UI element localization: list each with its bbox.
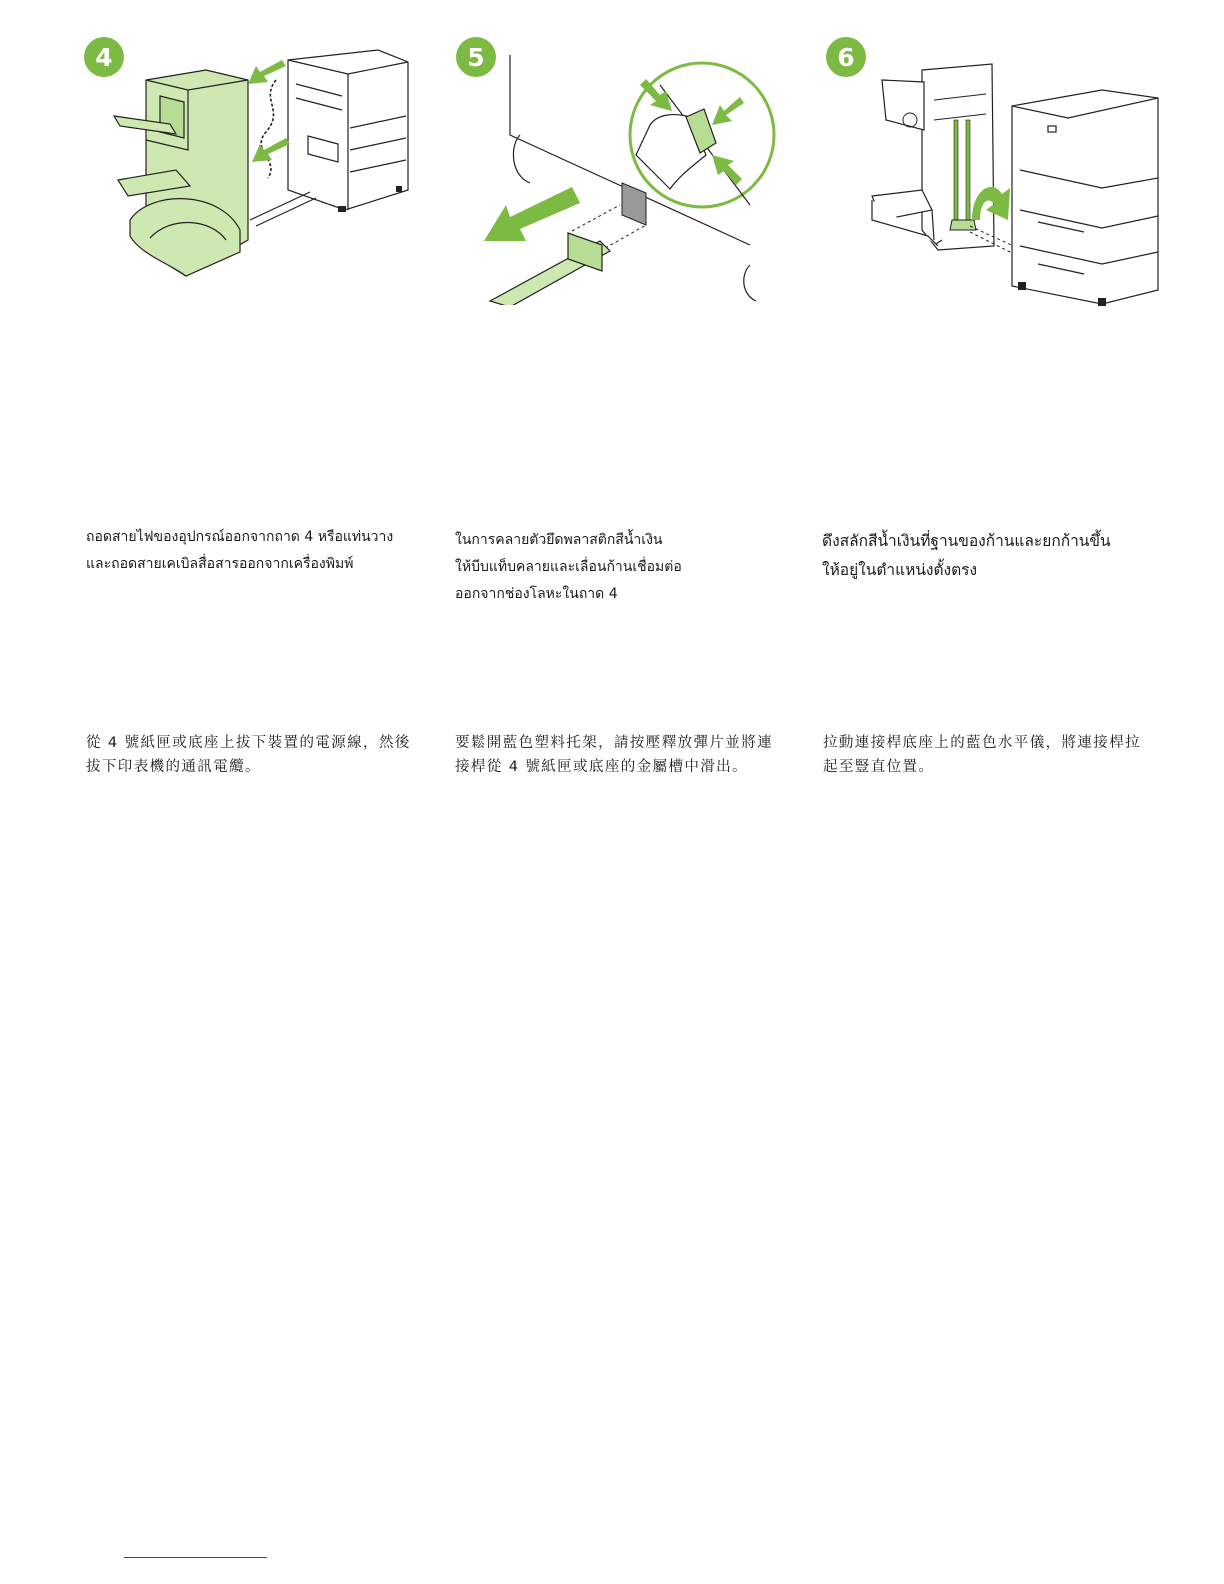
step-4-chinese-text xyxy=(86,731,426,779)
text-line: ให้บีบแท็บคลายและเลื่อนก้านเชื่อมต่อ xyxy=(455,559,682,575)
text-line: 從 4 號紙匣或底座上拔下裝置的電源線，然後 xyxy=(86,735,411,751)
step-5-chinese-text xyxy=(455,731,795,779)
raise-rod-illustration xyxy=(862,60,1162,310)
step-5-thai-text xyxy=(455,527,682,608)
slide-rod-illustration xyxy=(480,55,780,305)
step-4-badge: 4 xyxy=(84,37,124,77)
text-line: ออกจากช่องโลหะในถาด 4 xyxy=(455,586,618,602)
finisher-unplug-illustration xyxy=(110,40,420,280)
text-line: ในการคลายตัวยึดพลาสติกสีน้ำเงิน xyxy=(455,532,663,548)
text-line: และถอดสายเคเบิลสื่อสารออกจากเครื่องพิมพ์ xyxy=(86,556,354,572)
step-4-thai-text xyxy=(86,524,393,578)
text-line: 接桿從 4 號紙匣或底座的金屬槽中滑出。 xyxy=(455,759,748,775)
text-line: 要鬆開藍色塑料托架，請按壓釋放彈片並將連 xyxy=(455,735,773,751)
text-line: 拔下印表機的通訊電纜。 xyxy=(86,759,261,775)
footer-rule xyxy=(124,1557,267,1558)
step-6-badge: 6 xyxy=(826,37,866,77)
text-line: ถอดสายไฟของอุปกรณ์ออกจากถาด 4 หรือแท่นวาง xyxy=(86,529,394,545)
text-line: ให้อยู่ในตำแหน่งตั้งตรง xyxy=(822,561,978,579)
step-5-badge: 5 xyxy=(456,37,496,77)
step-6-chinese-text xyxy=(823,731,1163,779)
step-6-thai-text xyxy=(822,527,1111,585)
text-line: 起至豎直位置。 xyxy=(823,759,935,775)
text-line: ดึงสลักสีน้ำเงินที่ฐานของก้านและยกก้านขึ้น xyxy=(822,532,1111,550)
text-line: 拉動連接桿底座上的藍色水平儀，將連接桿拉 xyxy=(823,735,1141,751)
